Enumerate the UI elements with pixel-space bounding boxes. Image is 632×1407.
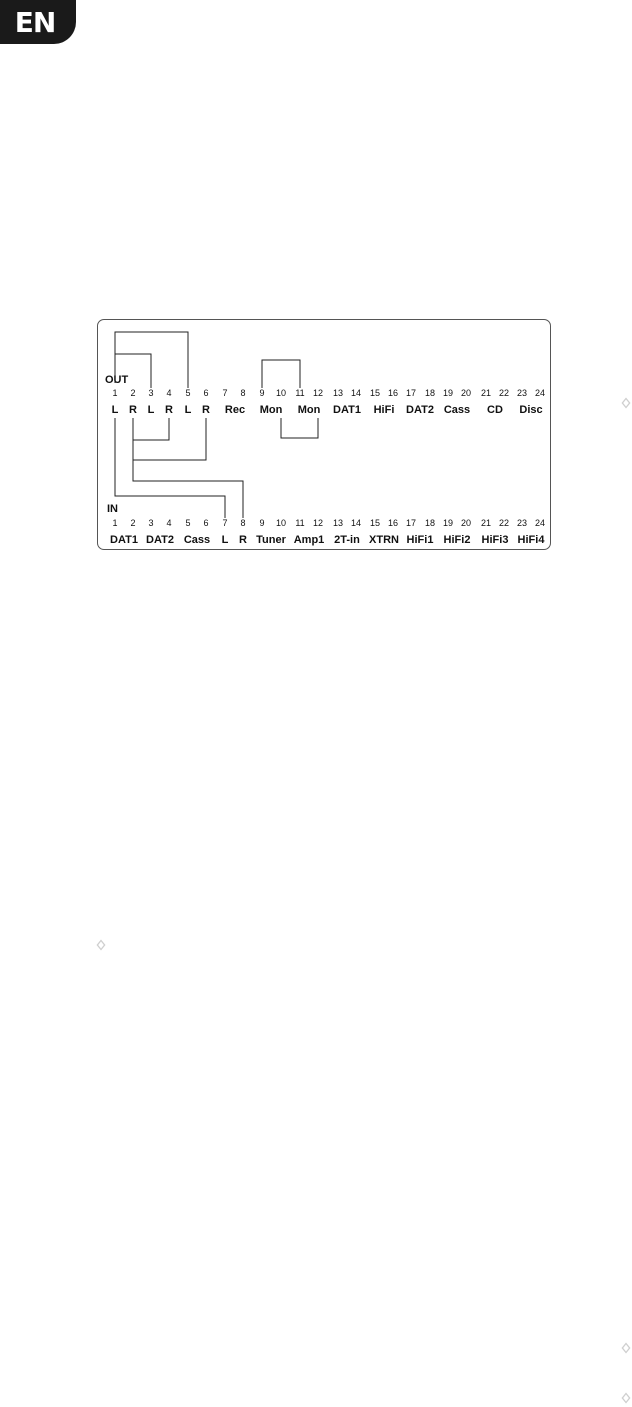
out-number: 20 — [460, 388, 472, 398]
out-number: 22 — [498, 388, 510, 398]
in-number: 5 — [185, 518, 191, 528]
in-number: 12 — [312, 518, 324, 528]
out-number: 14 — [350, 388, 362, 398]
out-number: 24 — [534, 388, 546, 398]
in-number: 23 — [516, 518, 528, 528]
out-label: DAT2 — [406, 404, 434, 416]
out-number: 15 — [369, 388, 381, 398]
in-label: HiFi3 — [481, 534, 509, 546]
in-number: 18 — [424, 518, 436, 528]
in-number-row — [112, 518, 545, 528]
out-number: 23 — [516, 388, 528, 398]
in-number: 4 — [166, 518, 172, 528]
registration-mark-icon — [621, 397, 631, 409]
out-label: HiFi — [373, 404, 395, 416]
out-label: DAT1 — [333, 404, 361, 416]
in-label: DAT2 — [146, 534, 174, 546]
out-label: CD — [487, 404, 503, 416]
in-number: 10 — [275, 518, 287, 528]
in-number: 22 — [498, 518, 510, 528]
in-number: 15 — [369, 518, 381, 528]
in-number: 19 — [442, 518, 454, 528]
wire-out9-out11 — [262, 360, 300, 388]
out-label: Cass — [443, 404, 471, 416]
out-number: 16 — [387, 388, 399, 398]
out-row-title: OUT — [105, 374, 129, 386]
out-number: 10 — [275, 388, 287, 398]
out-number: 13 — [332, 388, 344, 398]
out-number: 9 — [259, 388, 265, 398]
out-label: Mon — [297, 404, 321, 416]
out-label: Disc — [519, 404, 543, 416]
in-label: XTRN — [369, 534, 399, 546]
in-label: HiFi4 — [517, 534, 545, 546]
wire-out2-in8 — [133, 460, 243, 518]
in-label: Amp1 — [293, 534, 325, 546]
out-number: 12 — [312, 388, 324, 398]
out-label: R — [165, 404, 173, 416]
in-label-row — [110, 534, 545, 546]
out-number: 11 — [295, 388, 305, 398]
registration-mark-icon — [621, 1342, 631, 1354]
in-label: L — [221, 534, 229, 546]
in-label: Tuner — [256, 534, 286, 546]
in-label: DAT1 — [110, 534, 138, 546]
out-label: Mon — [259, 404, 283, 416]
in-number: 3 — [148, 518, 154, 528]
in-number: 7 — [222, 518, 228, 528]
out-number: 18 — [424, 388, 436, 398]
language-label: EN — [14, 5, 56, 39]
in-number: 9 — [259, 518, 265, 528]
wire-out2-out4 — [133, 418, 169, 440]
out-label: L — [147, 404, 155, 416]
out-label: R — [202, 404, 210, 416]
out-label: L — [184, 404, 192, 416]
out-number: 8 — [240, 388, 246, 398]
out-number: 19 — [442, 388, 454, 398]
in-label: 2T-in — [334, 534, 360, 546]
in-number: 6 — [203, 518, 209, 528]
out-number: 7 — [222, 388, 228, 398]
out-number-row — [112, 388, 545, 398]
registration-mark-icon — [96, 939, 106, 951]
in-label: HiFi1 — [406, 534, 434, 546]
out-number: 2 — [130, 388, 136, 398]
in-row-title: IN — [107, 503, 118, 515]
out-label: L — [111, 404, 119, 416]
in-label: R — [239, 534, 247, 546]
in-number: 16 — [387, 518, 399, 528]
in-number: 24 — [534, 518, 546, 528]
patch-wires — [115, 332, 318, 518]
wire-out1-in7 — [115, 418, 225, 518]
in-number: 1 — [112, 518, 118, 528]
out-number: 5 — [185, 388, 191, 398]
in-number: 13 — [332, 518, 344, 528]
out-number: 6 — [203, 388, 209, 398]
in-number: 21 — [480, 518, 492, 528]
in-label: Cass — [183, 534, 211, 546]
in-label: HiFi2 — [443, 534, 471, 546]
out-label: R — [129, 404, 137, 416]
wire-out10-out12 — [281, 418, 318, 438]
in-number: 2 — [130, 518, 136, 528]
out-number: 3 — [148, 388, 154, 398]
out-number: 21 — [480, 388, 492, 398]
in-number: 8 — [240, 518, 246, 528]
out-number: 17 — [405, 388, 417, 398]
registration-mark-icon — [621, 1392, 631, 1404]
out-number: 4 — [166, 388, 172, 398]
in-number: 14 — [350, 518, 362, 528]
in-number: 20 — [460, 518, 472, 528]
in-number: 17 — [405, 518, 417, 528]
out-number: 1 — [112, 388, 118, 398]
out-label-row — [112, 404, 543, 416]
in-number: 11 — [295, 518, 305, 528]
out-label: Rec — [224, 404, 246, 416]
